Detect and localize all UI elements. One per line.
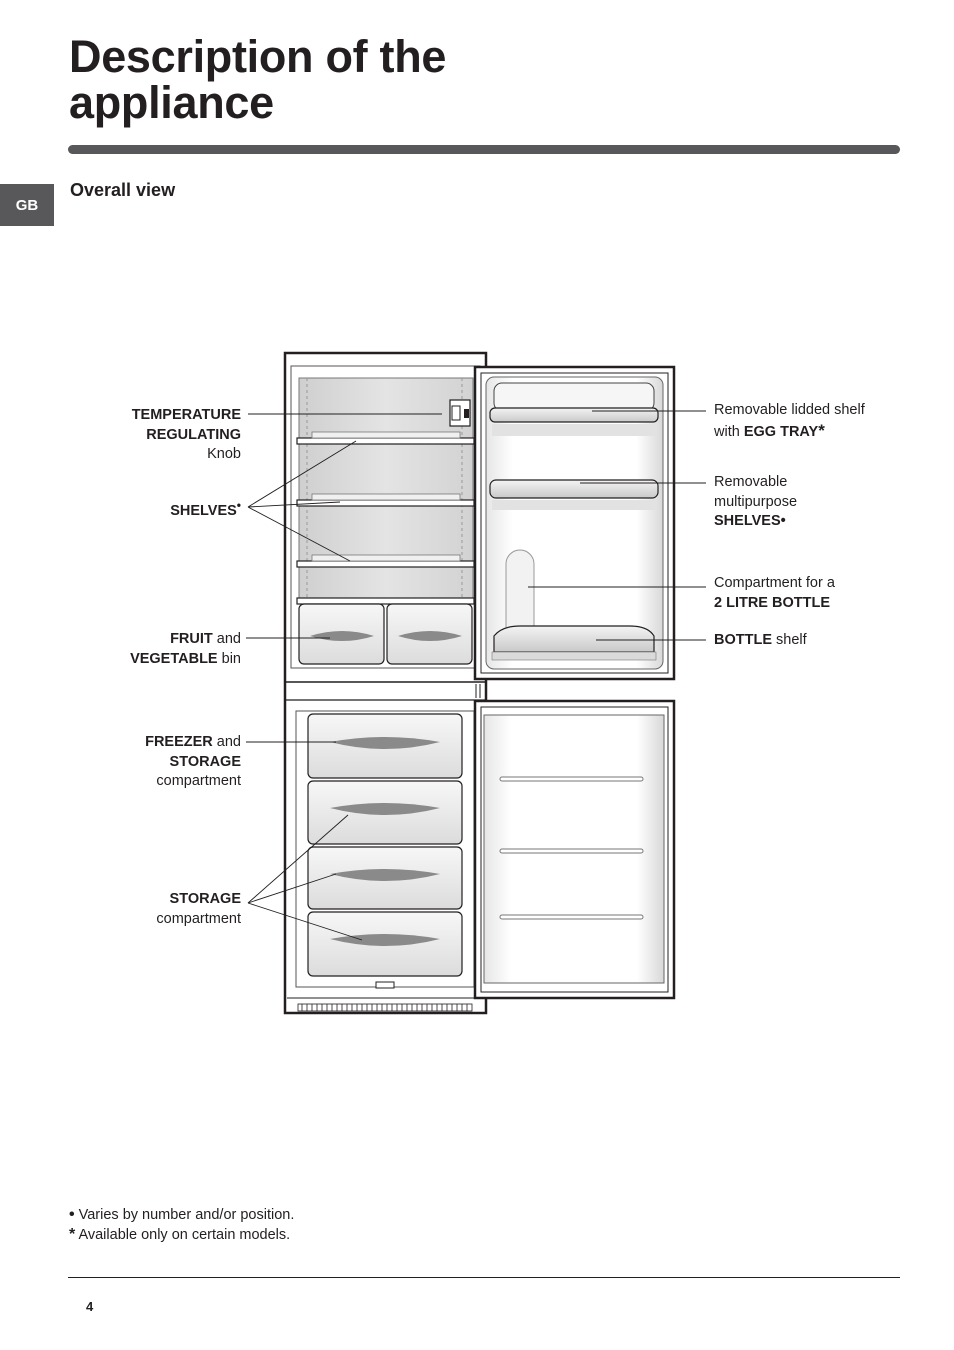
thermostat-knob [450, 400, 470, 426]
callout-storage-compartment: STORAGE compartment [156, 891, 241, 927]
footnote-available: * Available only on certain models. [69, 1226, 291, 1243]
bottom-rule [68, 1277, 900, 1278]
callout-temperature-knob: TEMPERATURE REGULATING Knob [131, 407, 241, 462]
language-tab: GB [0, 184, 54, 226]
callout-shelves: SHELVES• [170, 498, 241, 519]
callout-freezer-storage: FREEZER and STORAGE compartment [145, 734, 241, 789]
title-line-1: Description of the [69, 31, 447, 82]
callout-bottle-shelf: BOTTLE shelf [714, 632, 807, 648]
callout-multipurpose-shelves: Removable multipurpose SHELVES• [714, 474, 798, 529]
fridge-door [475, 367, 674, 679]
footnote-varies: • Varies by number and/or position. [69, 1206, 295, 1223]
callout-egg-tray-shelf: Removable lidded shelf with EGG TRAY* [714, 402, 865, 440]
callout-fruit-vegetable-bin: FRUIT and VEGETABLE bin [130, 631, 241, 667]
page-number: 4 [86, 1299, 94, 1314]
title-line-2: appliance [69, 77, 274, 128]
footnotes [69, 1205, 294, 1245]
cabinet [285, 353, 486, 1013]
freezer-door [475, 701, 674, 998]
section-heading: Overall view [70, 180, 176, 200]
callout-bottle-compartment: Compartment for a 2 LITRE BOTTLE [714, 575, 835, 611]
